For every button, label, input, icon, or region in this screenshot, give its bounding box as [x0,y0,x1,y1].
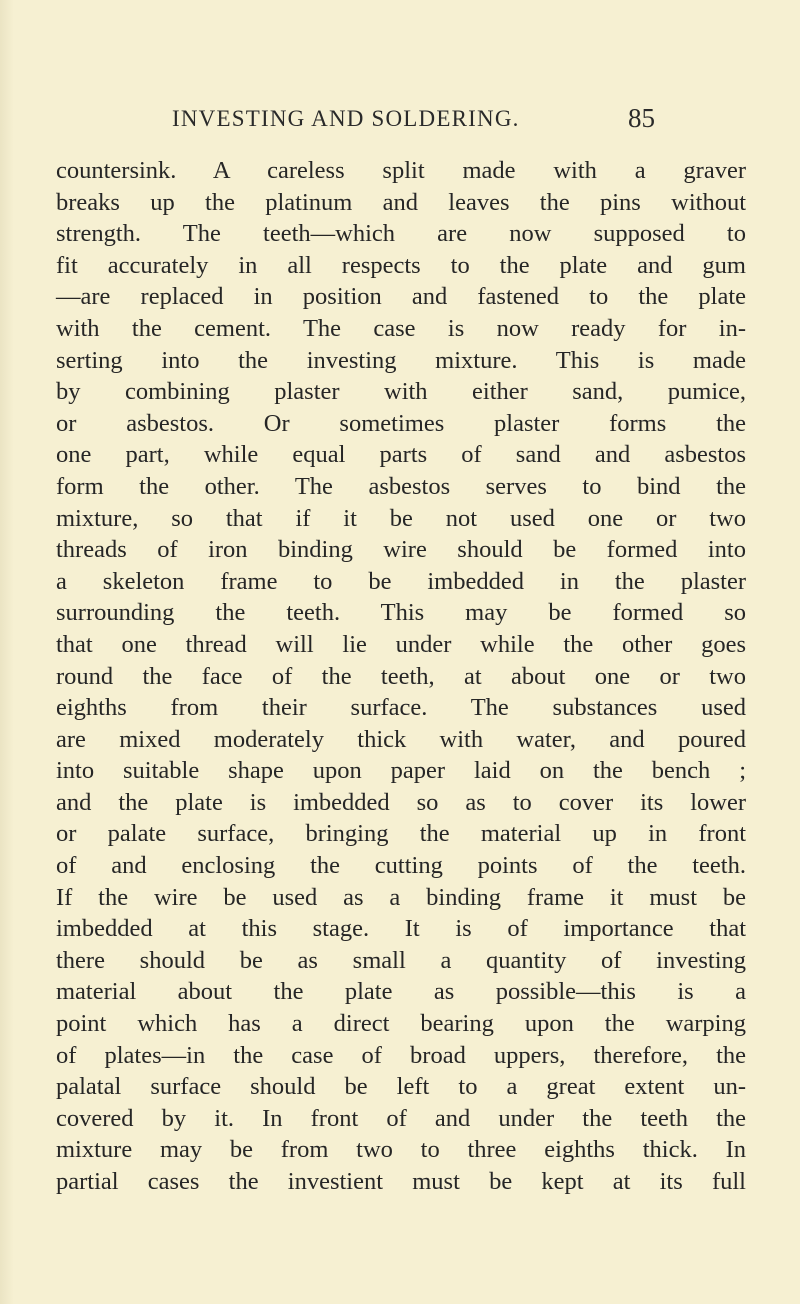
text-line: and the plate is imbedded so as to cover its lower [56,788,746,816]
text-line: threads of iron binding wire should be formed into [56,536,746,564]
text-line: fit accurately in all respects to the plate and gum [56,251,746,279]
text-line: mixture, so that if it be not used one or two [56,504,746,532]
text-line: imbedded at this stage. It is of importance that [56,915,746,943]
text-line: a skeleton frame to be imbedded in the plaster [56,567,746,595]
text-line: serting into the investing mixture. This is made [56,346,746,374]
text-line: one part, while equal parts of sand and asbestos [56,441,746,469]
text-line: partial cases the investient must be kept at its full [56,1168,746,1195]
text-line: there should be as small a quantity of investing [56,946,746,974]
text-line: or asbestos. Or sometimes plaster forms the [56,409,746,437]
text-line: that one thread will lie under while the other goes [56,630,746,658]
body-text [56,155,746,1198]
text-line: material about the plate as possible—this is a [56,978,746,1006]
text-line: are mixed moderately thick with water, and poured [56,725,746,753]
text-line: If the wire be used as a binding frame it must be [56,883,746,911]
text-line: countersink. A careless split made with a graver [56,157,746,184]
text-line: of plates—in the case of broad uppers, therefore, the [56,1041,746,1069]
page-header [0,103,800,146]
text-line: covered by it. In front of and under the teeth the [56,1104,746,1132]
text-line: surrounding the teeth. This may be formed so [56,599,746,627]
text-line: breaks up the platinum and leaves the pins without [56,188,746,216]
text-line: —are replaced in position and fastened to the plate [56,283,746,311]
text-line: round the face of the teeth, at about one or two [56,662,746,690]
running-head: INVESTING AND SOLDERING. [172,106,520,131]
text-line: of and enclosing the cutting points of the teeth. [56,852,746,880]
text-line: with the cement. The case is now ready for in- [56,314,746,342]
text-line: palatal surface should be left to a great extent un- [56,1073,746,1101]
text-line: form the other. The asbestos serves to bind the [56,472,746,500]
text-line: eighths from their surface. The substances used [56,694,746,722]
text-line: point which has a direct bearing upon the warping [56,1010,746,1038]
text-line: mixture may be from two to three eighths thick. In [56,1136,746,1164]
text-line: or palate surface, bringing the material up in front [56,820,746,848]
text-line: strength. The teeth—which are now supposed to [56,220,746,248]
page-number: 85 [628,103,655,133]
text-line: into suitable shape upon paper laid on the bench ; [56,757,746,785]
text-line: by combining plaster with either sand, pumice, [56,378,746,406]
